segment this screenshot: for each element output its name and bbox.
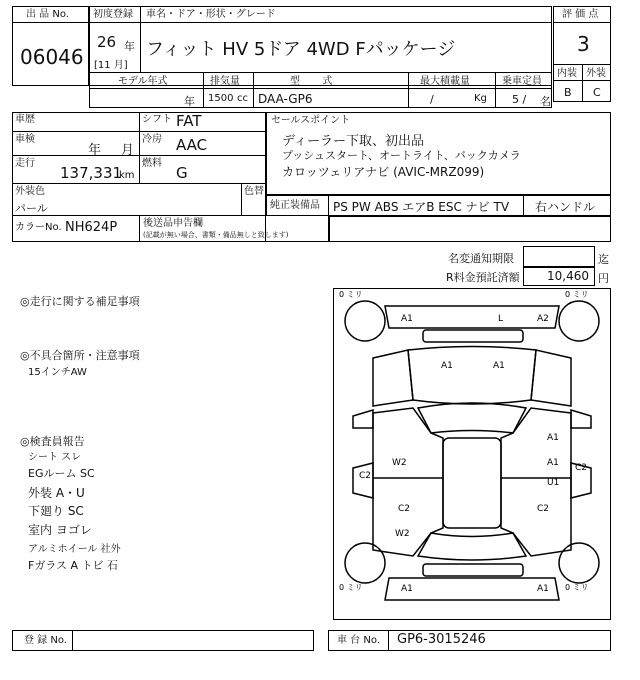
type-label: 型 式 xyxy=(290,76,333,87)
recycle-label: R料金預託済額 xyxy=(446,271,520,284)
defects-label: ◎不具合箇所・注意事項 xyxy=(20,349,140,362)
mark-14: W2 xyxy=(395,529,410,539)
mark-2: L xyxy=(498,314,504,324)
tire-depth-rl: 0 ミリ xyxy=(339,583,363,592)
fuel-label: 燃料 xyxy=(142,158,162,169)
sales-point-line-3: カロッツェリアナビ (AVIC-MRZ099) xyxy=(282,165,485,179)
first-reg-year-unit: 年 xyxy=(124,40,135,53)
inspector-line-7: Fガラス A トビ 石 xyxy=(28,559,119,572)
reg-no-label: 登 録 No. xyxy=(24,635,67,646)
score-value: 3 xyxy=(577,32,590,56)
defect-item: 15インチAW xyxy=(28,367,87,378)
model-year-unit: 年 xyxy=(184,95,195,108)
driving-notes-label: ◎走行に関する補足事項 xyxy=(20,295,140,308)
mark-3: A2 xyxy=(537,314,549,324)
mileage-value: 137,331 xyxy=(60,164,123,182)
model-year-label: モデル年式 xyxy=(118,76,168,87)
right-front-fender xyxy=(531,350,571,406)
model-name: フィット HV 5ドア 4WD Fパッケージ xyxy=(146,39,456,60)
type-value: DAA-GP6 xyxy=(258,92,313,106)
mark-5: A1 xyxy=(493,361,505,371)
mark-8: C2 xyxy=(359,471,372,481)
aftermarket-label: 後送品申告欄 xyxy=(143,218,203,229)
inspection-year-unit: 年 xyxy=(88,143,102,158)
mark-9: A1 xyxy=(547,458,559,468)
chassis-label: 車 台 No. xyxy=(337,635,380,646)
rear-glass xyxy=(418,533,526,560)
right-mirror xyxy=(571,410,591,428)
fuel-value: G xyxy=(176,164,188,182)
tire-depth-fr: 0 ミリ xyxy=(565,290,589,299)
ext-color-value: パール xyxy=(15,202,48,215)
inspector-line-1: シート スレ xyxy=(28,452,82,463)
aftermarket-note: (記載が無い場合、書類・備品無しと致します) xyxy=(143,231,289,239)
chassis-value: GP6-3015246 xyxy=(397,632,486,647)
color-change-label: 色替 xyxy=(244,186,264,197)
tire-depth-fl: 0 ミリ xyxy=(339,290,363,299)
first-reg-month: [11 月] xyxy=(94,60,128,71)
name-change-label: 名変通知期限 xyxy=(448,252,514,265)
interior-grade: B xyxy=(564,86,572,99)
history-label: 車歴 xyxy=(15,114,35,125)
hood-shape xyxy=(408,347,536,405)
color-no-label: カラーNo. xyxy=(15,222,62,233)
mark-4: A1 xyxy=(441,361,453,371)
mark-12: C2 xyxy=(398,504,411,514)
steering-value: 右ハンドル xyxy=(535,200,596,214)
displacement-value: 1500 xyxy=(208,93,234,104)
roof xyxy=(443,438,501,528)
exterior-label: 外装 xyxy=(586,68,606,79)
recycle-unit: 円 xyxy=(598,272,609,285)
name-change-box xyxy=(523,246,595,267)
sales-point-line-2: プッシュスタート、オートライト、バックカメラ xyxy=(282,149,521,162)
ac-value: AAC xyxy=(176,136,208,154)
name-change-unit: 迄 xyxy=(598,253,609,266)
inspection-month-unit: 月 xyxy=(121,143,135,158)
color-no-value: NH624P xyxy=(65,220,118,235)
equipment-items: PS PW ABS エアB ESC ナビ TV xyxy=(333,200,510,214)
mark-15: A1 xyxy=(401,584,413,594)
left-front-fender xyxy=(373,350,413,406)
mileage-unit: km xyxy=(119,170,135,181)
model-label: 車名・ドア・形状・グレード xyxy=(146,9,276,20)
mark-7: W2 xyxy=(392,458,407,468)
inspector-line-2: EGルーム SC xyxy=(28,467,95,480)
tire-depth-rr: 0 ミリ xyxy=(565,583,589,592)
ac-label: 冷房 xyxy=(142,134,162,145)
inspector-label: ◎検査員報告 xyxy=(20,435,85,448)
max-load-sep: / xyxy=(430,93,434,106)
mark-13: C2 xyxy=(537,504,550,514)
mileage-label: 走行 xyxy=(15,158,35,169)
windshield xyxy=(418,403,526,433)
mark-6: A1 xyxy=(547,433,559,443)
equipment-label: 純正装備品 xyxy=(270,200,320,211)
ext-color-label: 外装色 xyxy=(15,186,45,197)
tire-front-right xyxy=(559,301,599,341)
equipment-extra-box xyxy=(328,216,611,242)
mark-1: A1 xyxy=(401,314,413,324)
inspector-line-6: アルミホイール 社外 xyxy=(28,544,121,555)
recycle-amount: 10,460 xyxy=(547,269,589,283)
max-load-unit: Kg xyxy=(474,93,487,104)
sales-points-label: セールスポイント xyxy=(271,115,351,126)
first-reg-label: 初度登録 xyxy=(93,9,133,20)
displacement-label: 排気量 xyxy=(210,76,240,87)
inspector-line-3: 外装 A・U xyxy=(28,486,85,500)
inspector-line-4: 下廻り SC xyxy=(28,504,84,518)
tire-rear-right xyxy=(559,543,599,583)
mark-10: U1 xyxy=(547,478,560,488)
capacity-value: 5 / xyxy=(512,93,527,106)
tire-front-left xyxy=(345,301,385,341)
mark-11: C2 xyxy=(575,463,588,473)
left-mirror xyxy=(353,410,373,428)
lot-number: 06046 xyxy=(20,45,84,69)
tire-rear-left xyxy=(345,543,385,583)
shift-label: シフト xyxy=(142,114,172,125)
inspector-line-5: 室内 ヨゴレ xyxy=(28,523,92,537)
max-load-label: 最大積載量 xyxy=(420,76,470,87)
rear-garnish xyxy=(423,564,523,576)
inspection-label: 車検 xyxy=(15,134,35,145)
displacement-unit: cc xyxy=(237,93,248,104)
capacity-label: 乗車定員 xyxy=(502,76,542,87)
shift-value: FAT xyxy=(176,112,202,130)
sales-point-line-1: ディーラー下取、初出品 xyxy=(282,134,424,149)
lot-number-label: 出 品 No. xyxy=(26,9,69,20)
car-diagram-svg xyxy=(333,288,611,620)
front-grille xyxy=(423,330,523,342)
exterior-grade: C xyxy=(593,86,601,99)
score-label: 評 価 点 xyxy=(562,9,599,20)
first-reg-year: 26 xyxy=(97,33,117,51)
interior-label: 内装 xyxy=(557,68,577,79)
capacity-unit: 名 xyxy=(540,95,551,108)
mark-16: A1 xyxy=(537,584,549,594)
